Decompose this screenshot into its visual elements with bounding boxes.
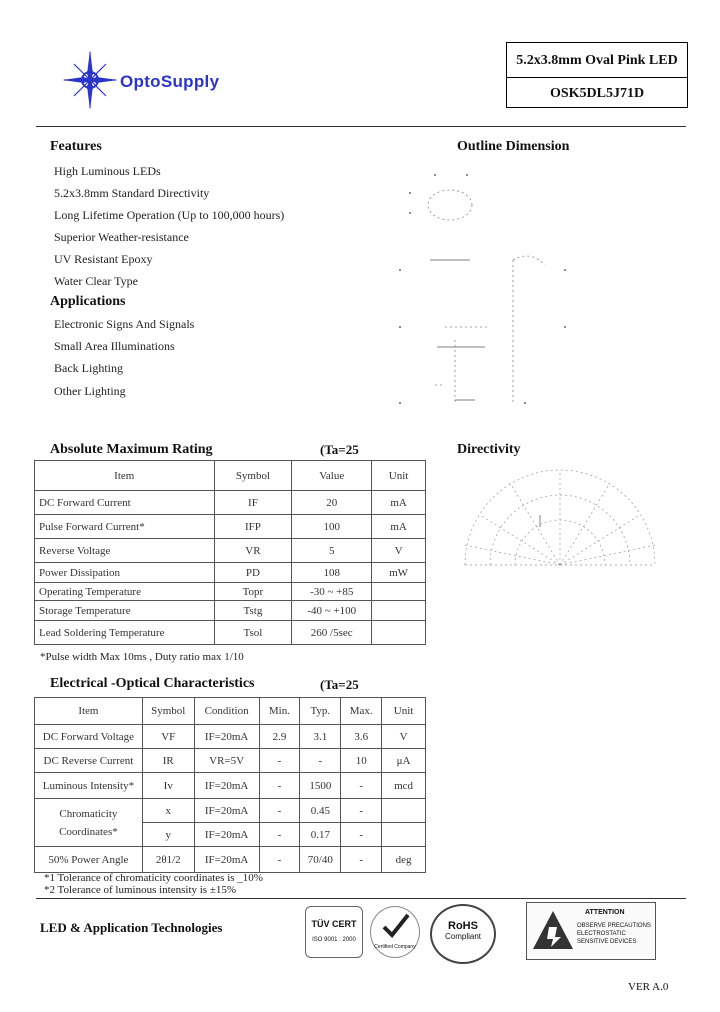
value-cell: 20 (292, 491, 372, 515)
value-cell: -40 ~ +100 (292, 601, 372, 621)
feature-item: Long Lifetime Operation (Up to 100,000 hours) (54, 208, 285, 222)
item-cell: Storage Temperature (35, 601, 215, 621)
symbol-cell: IF (214, 491, 292, 515)
table-header-row (35, 698, 426, 725)
header-cell: Unit (372, 461, 426, 491)
unit-cell (372, 621, 426, 645)
outline-drawing (395, 165, 580, 425)
brand-name: OptoSupply (120, 72, 220, 91)
typ-cell: 0.17 (300, 823, 341, 847)
item-cell: Pulse Forward Current* (35, 515, 215, 539)
features-heading: Features (50, 139, 102, 154)
unit-cell: μA (382, 749, 426, 773)
typ-cell: 70/40 (300, 847, 341, 873)
unit-cell (382, 823, 426, 847)
starburst-icon (62, 50, 118, 110)
symbol-cell: PD (214, 563, 292, 583)
max-cell: 3.6 (341, 725, 382, 749)
item-cell: Chromaticity Coordinates* (35, 799, 143, 847)
item-cell: Operating Temperature (35, 583, 215, 601)
condition-cell: IF=20mA (194, 799, 259, 823)
min-cell: - (259, 823, 300, 847)
certified-company-text: Certified Company (374, 944, 416, 950)
item-cell: Luminous Intensity* (35, 773, 143, 799)
item-cell: 50% Power Angle (35, 847, 143, 873)
header-divider (36, 126, 686, 127)
typ-cell: 1500 (300, 773, 341, 799)
product-title-box (506, 42, 688, 108)
directivity-chart (455, 465, 665, 575)
footer-divider (36, 898, 686, 899)
table-row (35, 515, 426, 539)
header-cell: Unit (382, 698, 426, 725)
table-row (35, 491, 426, 515)
feature-item: Water Clear Type (54, 274, 138, 288)
application-item: Small Area Illuminations (54, 339, 175, 353)
symbol-cell: 2θ1/2 (142, 847, 194, 873)
header-cell: Symbol (214, 461, 292, 491)
eo-condition: (Ta=25 (320, 677, 359, 692)
application-item: Other Lighting (54, 384, 126, 398)
unit-cell: mA (372, 491, 426, 515)
max-cell: - (341, 823, 382, 847)
typ-cell: - (300, 749, 341, 773)
rohs-subtext: Compliant (444, 932, 481, 941)
application-item: Electronic Signs And Signals (54, 317, 195, 331)
table-row (35, 621, 426, 645)
value-cell: 100 (292, 515, 372, 539)
abs-max-note: *Pulse width Max 10ms , Duty ratio max 1/10 (40, 651, 244, 663)
attention-heading: ATTENTION (585, 909, 625, 916)
min-cell: - (259, 773, 300, 799)
attention-line: SENSITIVE DEVICES (577, 939, 637, 945)
symbol-cell: IFP (214, 515, 292, 539)
unit-cell: V (382, 725, 426, 749)
condition-cell: VR=5V (194, 749, 259, 773)
rohs-logo (430, 904, 496, 964)
max-cell: - (341, 847, 382, 873)
directivity-heading: Directivity (457, 442, 521, 457)
typ-cell: 0.45 (300, 799, 341, 823)
eo-heading: Electrical -Optical Characteristics (50, 676, 255, 691)
header-cell: Item (35, 461, 215, 491)
unit-cell: mW (372, 563, 426, 583)
min-cell: - (259, 799, 300, 823)
max-cell: - (341, 773, 382, 799)
condition-cell: IF=20mA (194, 823, 259, 847)
eo-note-2: *2 Tolerance of luminous intensity is ±15% (44, 884, 237, 896)
unit-cell (372, 583, 426, 601)
typ-cell: 3.1 (300, 725, 341, 749)
certified-company-logo (370, 906, 420, 958)
value-cell: 5 (292, 539, 372, 563)
table-row (35, 773, 426, 799)
product-title: 5.2x3.8mm Oval Pink LED (507, 43, 687, 78)
eo-note-1: *1 Tolerance of chromaticity coordinates is _10% (44, 872, 263, 884)
item-cell: DC Forward Voltage (35, 725, 143, 749)
rohs-text: RoHS (448, 920, 478, 932)
symbol-cell: Iv (142, 773, 194, 799)
unit-cell: mcd (382, 773, 426, 799)
esd-attention-box (526, 902, 656, 960)
table-row (35, 563, 426, 583)
header-cell: Max. (341, 698, 382, 725)
condition-cell: IF=20mA (194, 773, 259, 799)
eo-table (34, 697, 426, 873)
feature-item: High Luminous LEDs (54, 164, 161, 178)
esd-warning-icon (531, 909, 575, 953)
abs-max-condition: (Ta=25 (320, 442, 359, 457)
condition-cell: IF=20mA (194, 725, 259, 749)
min-cell: - (259, 749, 300, 773)
symbol-cell: VR (214, 539, 292, 563)
checkmark-icon (380, 913, 410, 939)
table-row (35, 583, 426, 601)
table-row (35, 847, 426, 873)
company-name: LED & Application Technologies (40, 920, 223, 935)
attention-line: OBSERVE PRECAUTIONS (577, 923, 651, 929)
header-cell: Item (35, 698, 143, 725)
table-header-row (35, 461, 426, 491)
symbol-cell: y (142, 823, 194, 847)
application-item: Back Lighting (54, 361, 123, 375)
symbol-cell: VF (142, 725, 194, 749)
header-cell: Min. (259, 698, 300, 725)
header-cell: Symbol (142, 698, 194, 725)
header-cell: Value (292, 461, 372, 491)
item-cell: Power Dissipation (35, 563, 215, 583)
symbol-cell: x (142, 799, 194, 823)
header-cell: Condition (194, 698, 259, 725)
min-cell: - (259, 847, 300, 873)
applications-heading: Applications (50, 294, 126, 309)
table-row (35, 749, 426, 773)
item-cell: Reverse Voltage (35, 539, 215, 563)
tuv-cert-subtext: ISO 9001 : 2000 (312, 937, 356, 943)
abs-max-table (34, 460, 426, 645)
condition-cell: IF=20mA (194, 847, 259, 873)
table-row (35, 539, 426, 563)
attention-line: ELECTROSTATIC (577, 931, 626, 937)
value-cell: 108 (292, 563, 372, 583)
max-cell: 10 (341, 749, 382, 773)
feature-item: 5.2x3.8mm Standard Directivity (54, 186, 210, 200)
table-row (35, 725, 426, 749)
part-number: OSK5DL5J71D (549, 86, 645, 101)
header-cell: Typ. (300, 698, 341, 725)
value-cell: 260 /5sec (292, 621, 372, 645)
unit-cell (382, 799, 426, 823)
item-cell: Lead Soldering Temperature (35, 621, 215, 645)
max-cell: - (341, 799, 382, 823)
unit-cell: V (372, 539, 426, 563)
symbol-cell: Topr (214, 583, 292, 601)
table-row (35, 601, 426, 621)
feature-item: Superior Weather-resistance (54, 230, 189, 244)
abs-max-heading: Absolute Maximum Rating (50, 442, 213, 457)
table-row (35, 799, 426, 823)
symbol-cell: IR (142, 749, 194, 773)
symbol-cell: Tsol (214, 621, 292, 645)
feature-item: UV Resistant Epoxy (54, 252, 153, 266)
version-label: VER A.0 (628, 981, 669, 993)
item-cell: DC Reverse Current (35, 749, 143, 773)
item-cell: DC Forward Current (35, 491, 215, 515)
tuv-cert-text: TÜV CERT (311, 919, 357, 929)
tuv-cert-logo (305, 906, 363, 958)
unit-cell: mA (372, 515, 426, 539)
value-cell: -30 ~ +85 (292, 583, 372, 601)
unit-cell (372, 601, 426, 621)
outline-heading: Outline Dimension (457, 139, 570, 154)
brand-logo (62, 50, 272, 110)
symbol-cell: Tstg (214, 601, 292, 621)
min-cell: 2.9 (259, 725, 300, 749)
unit-cell: deg (382, 847, 426, 873)
